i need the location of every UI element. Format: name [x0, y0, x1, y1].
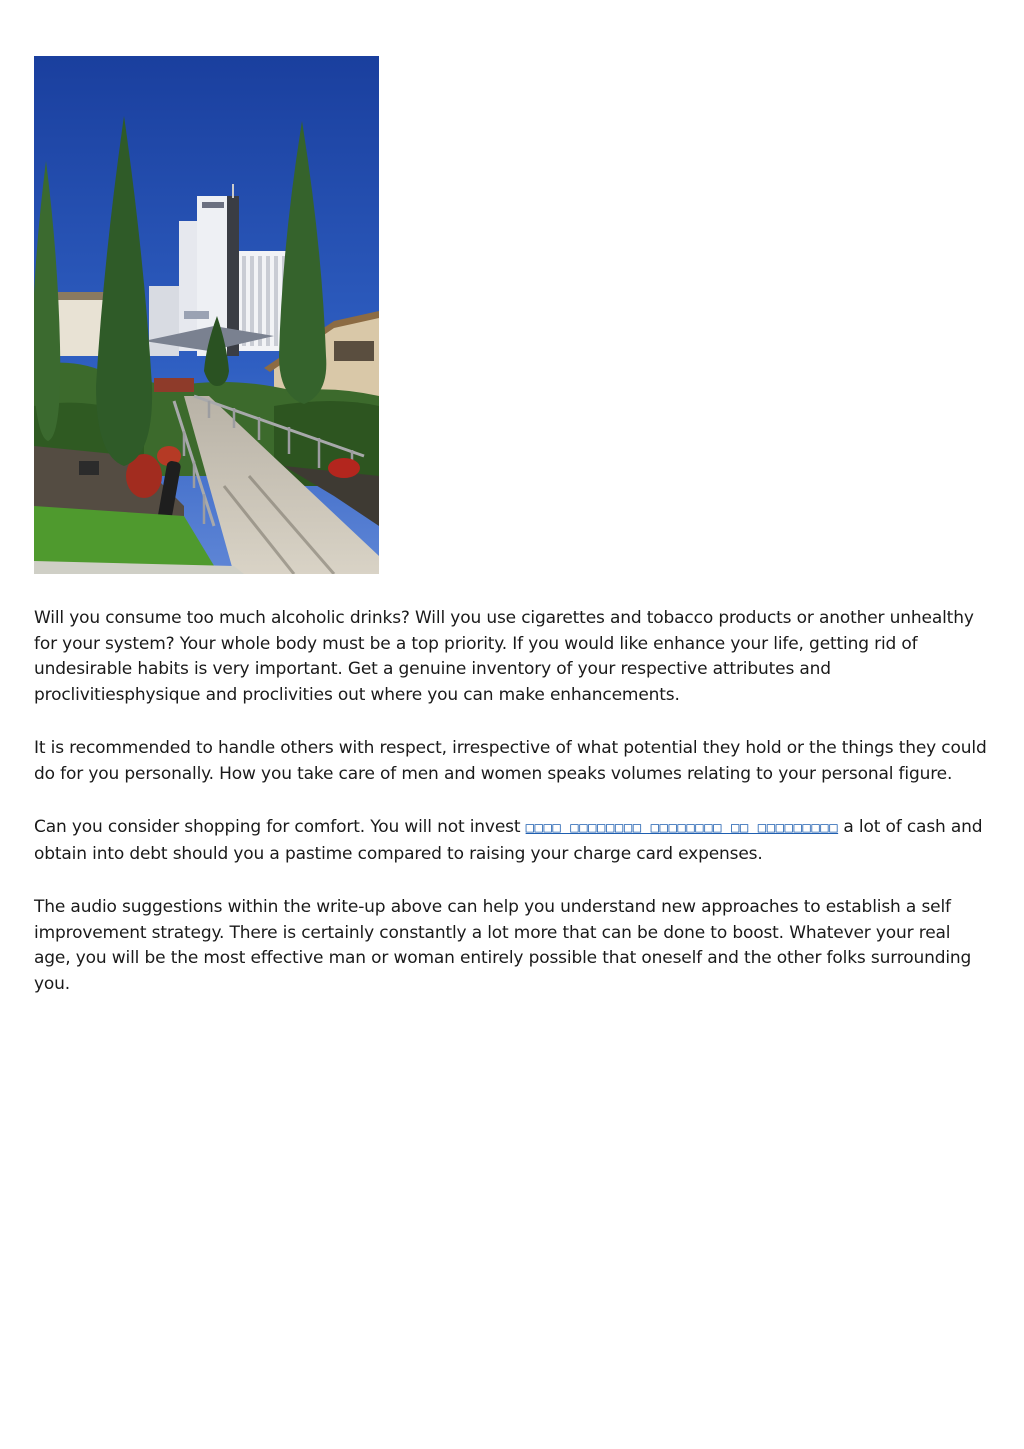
paragraph-text-after-link: a lot of cash and obtain into debt should you a pastime compared to raising your charge card expenses. [34, 817, 983, 864]
inline-link[interactable]: □□□□ □□□□□□□□ □□□□□□□□ □□ □□□□□□□□□ [525, 820, 839, 836]
paragraph: Will you consume too much alcoholic drinks? Will you use cigarettes and tobacco products or another unhealthy for your system? Your whole body must be a top priority. If you would like enhance your life, getting rid of undesirable habits is very important. Get a genuine inventory of your respective attributes and proclivitiesphysique and proclivities out where you can make enhancements. [34, 608, 974, 705]
hospital-building-photo [34, 56, 379, 574]
article-body [34, 606, 992, 997]
paragraph [34, 815, 992, 867]
document-page [34, 56, 992, 1025]
paragraph: It is recommended to handle others with respect, irrespective of what potential they hold or the things they could do for you personally. How you take care of men and women speaks volumes relating to your personal figure. [34, 738, 987, 784]
paragraph: The audio suggestions within the write-up above can help you understand new approaches to establish a self improvement strategy. There is certainly constantly a lot more that can be done to boost. Whatever your real age, you will be the most effective man or woman entirely possible that oneself and the other folks surrounding you. [34, 897, 972, 994]
paragraph-text-before-link: Can you consider shopping for comfort. You will not invest [34, 817, 526, 837]
